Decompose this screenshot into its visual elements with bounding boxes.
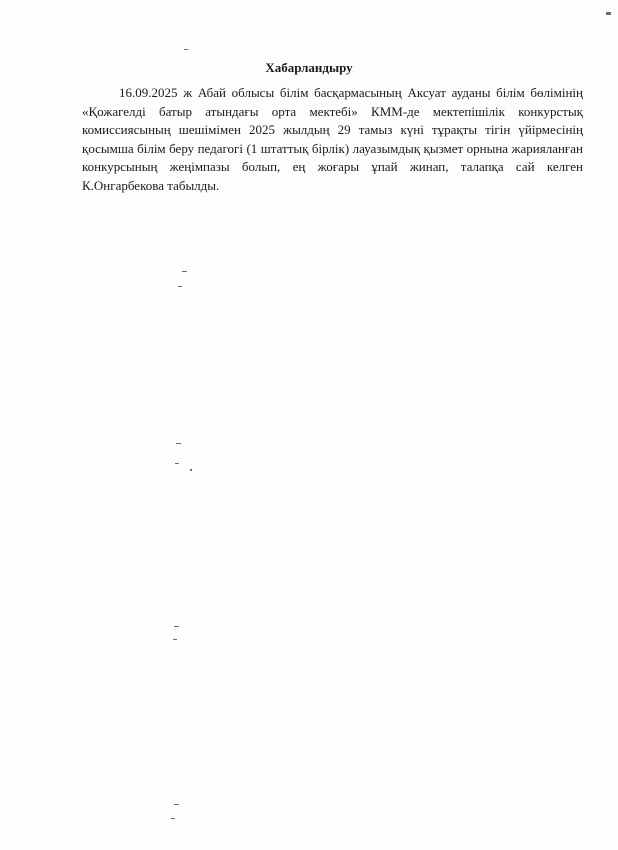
scan-speck: [174, 626, 179, 627]
scan-speck: [606, 12, 611, 15]
scan-speck: [173, 639, 177, 640]
scan-speck: [184, 49, 188, 50]
scan-speck: [175, 463, 179, 464]
scan-speck: [176, 443, 181, 444]
announcement-paragraph: 16.09.2025 ж Абай облысы білім басқармасының Аксуат ауданы білім бөлімінің «Қожагелді батыр атындағы орта мектебі» КММ-де мектепішілік конкурстық комиссиясының шешімімен 2025 жылдың 29 тамыз күні тұрақты тігін үйірмесінің қосымша білім беру педагогі (1 штаттық бірлік) лауазымдық қызмет орнына жарияланған конкурсының жеңімпазы болып, ең жоғары ұпай жинап, талапқа сай келген К.Онгарбекова табылды.: [82, 85, 583, 193]
scan-speck: [178, 286, 182, 287]
document-title: Хабарландыру: [265, 60, 353, 75]
scan-speck: [171, 818, 175, 819]
scan-speck: [190, 469, 192, 471]
scan-speck: [174, 804, 179, 805]
scan-speck: [182, 271, 187, 272]
